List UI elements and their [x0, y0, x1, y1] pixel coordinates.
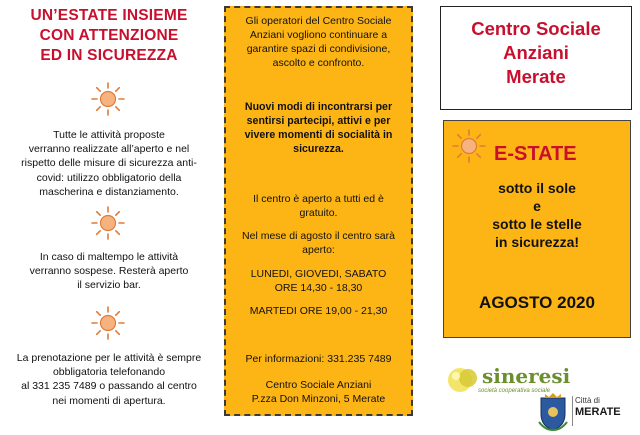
text-line: il servizio bar.	[77, 279, 141, 292]
text-line: rispetto delle misure di sicurezza anti-	[21, 157, 197, 170]
text-line: MARTEDI ORE 19,00 - 21,30	[249, 305, 388, 317]
text-line: Tutte le attività proposte	[53, 129, 165, 141]
left-title-line: CON ATTENZIONE	[39, 27, 179, 44]
estate-box	[443, 120, 631, 338]
text-line: mascherina e distanziamento.	[39, 185, 179, 198]
new-ways-text	[230, 100, 407, 156]
estate-title: E-STATE	[494, 143, 577, 165]
text-line: Nel mese di agosto il centro sarà	[242, 230, 395, 242]
text-line: gratuito.	[299, 207, 338, 219]
center-title-box	[440, 6, 632, 110]
sun-icon	[452, 129, 486, 163]
sineresi-subtitle: società cooperativa sociale	[478, 388, 551, 394]
text-line: nei momenti di apertura.	[52, 394, 166, 407]
text-line: Gli operatori del Centro Sociale	[245, 15, 392, 27]
slogan	[444, 179, 630, 251]
slogan-line: sotto le stelle	[492, 216, 582, 232]
text-line: In caso di maltempo le attività	[39, 251, 179, 263]
sun-icon	[91, 306, 125, 340]
left-title	[8, 6, 210, 66]
text-line: ORE 14,30 - 18,30	[274, 282, 363, 294]
text-line: covid: utilizzo obbligatorio della	[36, 171, 182, 184]
text-line: vivere momenti di socialità in	[244, 129, 393, 141]
text-line: ascolto e confronto.	[272, 57, 365, 69]
text-line: La prenotazione per le attività è sempre	[16, 352, 202, 364]
text-line: sicurezza.	[293, 143, 344, 155]
weather-text	[8, 250, 210, 293]
text-line: verranno sospese. Resterà aperto	[29, 265, 189, 278]
text-line: Nuovi modi di incontrarsi per	[244, 101, 393, 113]
sineresi-mark-icon	[448, 366, 482, 394]
citta-name-label: MERATE	[575, 406, 621, 418]
slogan-line: in sicurezza!	[494, 234, 580, 250]
citta-di-label: Città di	[575, 396, 600, 405]
text-line: aperto:	[302, 244, 335, 256]
text-line: P.zza Don Minzoni, 5 Merate	[251, 393, 386, 405]
center-title	[441, 17, 631, 89]
text-line: LUNEDI, GIOVEDI, SABATO	[250, 268, 387, 280]
slogan-line: e	[533, 198, 541, 214]
sun-icon	[91, 206, 125, 240]
text-line: Il centro è aperto a tutti ed è	[253, 193, 384, 205]
title-line: Merate	[506, 66, 566, 87]
title-line: Centro Sociale	[471, 18, 601, 39]
text-line: Centro Sociale Anziani	[265, 379, 372, 391]
schedule-mon-thu-sat	[230, 267, 407, 295]
address-text	[230, 378, 407, 406]
sineresi-name: sineresi	[482, 364, 571, 388]
text-line: al 331 235 7489 o passando al centro	[21, 380, 197, 393]
sun-icon	[91, 82, 125, 116]
text-line: obbligatoria telefonando	[52, 366, 166, 379]
august-text	[230, 229, 407, 257]
info-text	[230, 352, 407, 366]
left-title-line: ED IN SICUREZZA	[40, 47, 178, 64]
logo-divider	[572, 396, 573, 426]
middle-panel	[224, 6, 413, 416]
intro-text	[230, 14, 407, 70]
open-text	[230, 192, 407, 220]
month-label: AGOSTO 2020	[479, 293, 595, 312]
text-line: sentirsi partecipi, attivi e per	[246, 115, 391, 127]
text-line: verranno realizzate all’aperto e nel	[28, 143, 190, 156]
crest-icon	[537, 392, 569, 432]
slogan-line: sotto il sole	[498, 180, 576, 196]
activities-text	[8, 128, 210, 199]
left-panel	[8, 6, 210, 416]
schedule-tuesday	[230, 304, 407, 318]
citta-merate-logo	[525, 390, 637, 435]
text-line: garantire spazi di condivisione,	[246, 43, 391, 55]
text-line: Per informazioni: 331.235 7489	[245, 353, 392, 365]
left-title-line: UN’ESTATE INSIEME	[30, 7, 188, 24]
text-line: Anziani vogliono continuare a	[249, 29, 388, 41]
title-line: Anziani	[503, 42, 569, 63]
booking-text	[8, 351, 210, 408]
